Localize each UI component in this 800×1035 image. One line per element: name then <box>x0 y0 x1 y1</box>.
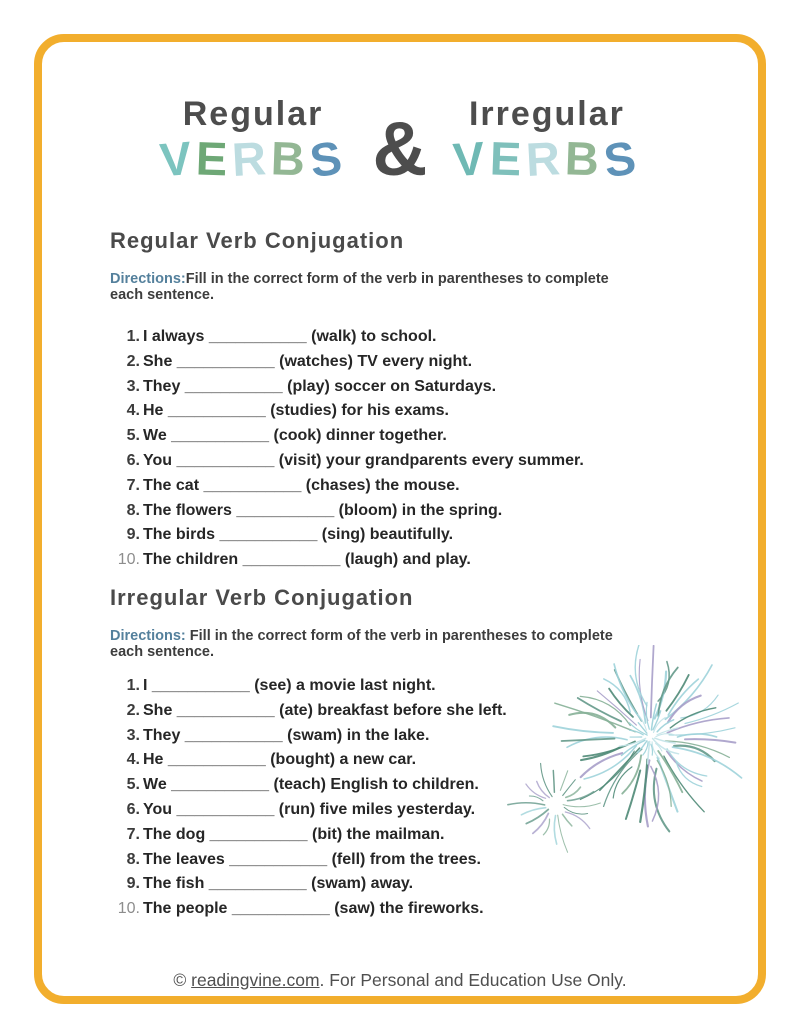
item-sentence: They ___________ (swam) in the lake. <box>143 726 430 744</box>
item-sentence: The dog ___________ (bit) the mailman. <box>143 825 445 843</box>
title-word-irregular: Irregular <box>468 95 625 133</box>
item-sentence: The leaves ___________ (fell) from the trees. <box>143 850 481 868</box>
title-verbs-right <box>451 130 644 188</box>
regular-section-heading: Regular Verb Conjugation <box>110 228 405 253</box>
directions-text: Fill in the correct form of the verb in parentheses to complete <box>185 271 609 287</box>
item-number: 3. <box>126 726 140 744</box>
verbs-letter: R <box>524 131 567 187</box>
footer <box>0 970 800 991</box>
verbs-letter: S <box>306 130 351 188</box>
item-number: 7. <box>126 476 140 494</box>
item-number: 6. <box>126 800 140 818</box>
item-number: 2. <box>126 352 140 370</box>
item-number: 1. <box>126 328 140 345</box>
list-item <box>110 773 690 798</box>
list-item <box>110 499 690 524</box>
item-sentence: You ___________ (run) five miles yesterday. <box>143 800 476 818</box>
item-sentence: I always ___________ (walk) to school. <box>143 328 437 345</box>
title-right-stack <box>451 95 644 188</box>
directions-text-line2: each sentence. <box>110 643 214 660</box>
verbs-letter: S <box>600 130 644 188</box>
item-sentence: The cat ___________ (chases) the mouse. <box>143 476 460 494</box>
list-item <box>110 325 690 350</box>
title-left-stack <box>157 95 351 188</box>
list-item <box>110 674 690 699</box>
verbs-letter: B <box>564 131 605 187</box>
item-number: 9. <box>126 526 140 544</box>
irregular-section-heading: Irregular Verb Conjugation <box>110 584 414 610</box>
title-word-regular: Regular <box>182 95 324 133</box>
verbs-letter: V <box>157 130 199 187</box>
title-ampersand: & <box>372 107 428 192</box>
item-number: 4. <box>126 751 140 769</box>
item-sentence: The flowers ___________ (bloom) in the spring. <box>143 501 503 519</box>
verbs-letter: B <box>270 131 312 187</box>
title-verbs-left <box>157 130 351 188</box>
verbs-letter: E <box>488 131 528 187</box>
verbs-letter: V <box>451 131 492 187</box>
item-number: 10. <box>117 551 140 569</box>
directions-label: Directions: <box>110 627 186 644</box>
item-number: 2. <box>126 701 140 719</box>
footer-usage-note: . For Personal and Education Use Only. <box>319 970 627 990</box>
worksheet-body <box>110 228 690 922</box>
list-item <box>110 848 690 873</box>
item-number: 5. <box>126 427 140 445</box>
list-item <box>110 449 690 474</box>
list-item <box>110 724 690 749</box>
list-item <box>110 823 690 848</box>
item-number: 6. <box>126 451 140 469</box>
item-sentence: The fish ___________ (swam) away. <box>143 875 414 893</box>
list-item <box>110 350 690 375</box>
item-number: 7. <box>126 825 140 843</box>
list-item <box>110 872 690 897</box>
list-item <box>110 748 690 773</box>
list-item <box>110 375 690 400</box>
item-number: 9. <box>126 875 140 893</box>
item-sentence: The birds ___________ (sing) beautifully. <box>143 526 454 544</box>
item-number: 10. <box>117 900 140 918</box>
item-sentence: I ___________ (see) a movie last night. <box>143 676 436 694</box>
item-sentence: The people ___________ (saw) the fireworks. <box>143 900 484 918</box>
footer-copyright: © <box>173 970 192 990</box>
item-sentence: They ___________ (play) soccer on Saturdays. <box>143 377 497 395</box>
item-number: 5. <box>126 776 140 794</box>
item-number: 8. <box>126 850 140 868</box>
list-item <box>110 424 690 449</box>
directions-label: Directions: <box>110 271 186 287</box>
worksheet-title <box>0 95 800 192</box>
item-sentence: You ___________ (visit) your grandparents every summer. <box>143 451 584 469</box>
list-item <box>110 548 690 573</box>
item-sentence: He ___________ (studies) for his exams. <box>143 402 449 420</box>
item-sentence: He ___________ (bought) a new car. <box>143 751 417 769</box>
list-item <box>110 399 690 424</box>
list-item <box>110 474 690 499</box>
directions-text: Fill in the correct form of the verb in parentheses to complete <box>185 627 613 644</box>
item-number: 8. <box>126 501 140 519</box>
irregular-verbs-list <box>110 674 690 922</box>
verbs-letter: R <box>230 131 273 187</box>
item-sentence: We ___________ (cook) dinner together. <box>143 427 447 445</box>
readingvine-link[interactable]: readingvine.com <box>191 970 320 990</box>
item-sentence: We ___________ (teach) English to children. <box>143 776 479 794</box>
directions-text-line2: each sentence. <box>110 287 214 303</box>
item-sentence: She ___________ (watches) TV every night. <box>143 352 473 370</box>
list-item <box>110 897 690 922</box>
item-number: 4. <box>126 402 140 420</box>
list-item <box>110 699 690 724</box>
item-number: 1. <box>126 676 140 694</box>
list-item <box>110 798 690 823</box>
item-sentence: The children ___________ (laugh) and play. <box>143 551 471 569</box>
item-number: 3. <box>126 377 140 395</box>
item-sentence: She ___________ (ate) breakfast before she left. <box>143 701 507 719</box>
regular-directions <box>110 271 690 303</box>
verbs-letter: E <box>195 131 234 187</box>
regular-verbs-list <box>110 325 690 573</box>
irregular-directions <box>110 628 690 660</box>
list-item <box>110 523 690 548</box>
